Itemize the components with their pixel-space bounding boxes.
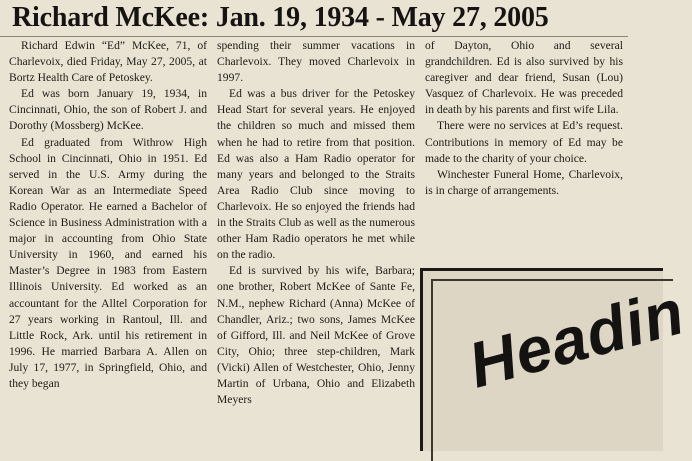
paragraph: Ed was a bus driver for the Petoskey Head Start for several years. He enjoyed the children so much and missed them when he had to retire from that position. Ed was also a Ham Radio operator for many years and belonged to the Straits Area Radio Club since moving to Charlevoix. He so enjoyed the friends had in the Straits Club as well as the numerous other Ham Radio operators he met while on the radio. — [217, 87, 415, 262]
paragraph: spending their summer vacations in Charlevoix. They moved Charlevoix in 1997. — [217, 39, 415, 85]
obituary-headline: Richard McKee: Jan. 19, 1934 - May 27, 2005 — [12, 2, 549, 33]
article-column-3 — [425, 38, 623, 199]
paragraph: Winchester Funeral Home, Charlevoix, is in charge of arrangements. — [425, 167, 623, 197]
paragraph: Richard Edwin “Ed” McKee, 71, of Charlevoix, died Friday, May 27, 2005, at Bortz Health Care of Petoskey. — [9, 39, 207, 85]
paragraph: of Dayton, Ohio and several grandchildren. Ed is also survived by his caregiver and dear friend, Susan (Lou) Vasquez of Charlevoix. He was preceded in death by his parents and first wife Lila. — [425, 39, 623, 117]
paragraph: There were no services at Ed’s request. Contributions in memory of Ed may be made to the charity of your choice. — [425, 119, 623, 165]
paragraph: Ed is survived by his wife, Barbara; one brother, Robert McKee of Sante Fe, N.M., nephew Richard (Anna) McKee of Chandler, Ariz.; two sons, James McKee of Gifford, Ill. and Neil McKee of Grove City, Ohio; three step-children, Mark (Vicki) Allen of Westchester, Ohio, Jenny Martin of Urbana, Ohio and Elizabeth Meyers — [217, 264, 415, 407]
advertisement-box — [420, 268, 692, 451]
paragraph: Ed was born January 19, 1934, in Cincinnati, Ohio, the son of Robert J. and Dorothy (Mossberg) McKee. — [9, 87, 207, 133]
advertisement-headline: Headin — [461, 275, 692, 402]
headline-rule — [0, 36, 628, 37]
paragraph: Ed graduated from Withrow High School in Cincinnati, Ohio in 1951. Ed served in the U.S. Army during the Korean War as an Intermediate Speed Radio Operator. He earned a Bachelor of Science in Business Administration with a major in accounting from Ohio State University in 1960, and earned his Master’s Degree in 1983 from Eastern Illinois University. Ed worked as an accountant for the Alltel Corporation for 27 years working in Rantoul, Ill. and Little Rock, Ark. until his retirement in 1996. He married Barbara A. Allen on July 17, 1977, in Springfield, Ohio, and they began — [9, 135, 207, 390]
article-column-2 — [217, 38, 415, 408]
article-column-1 — [9, 38, 207, 392]
